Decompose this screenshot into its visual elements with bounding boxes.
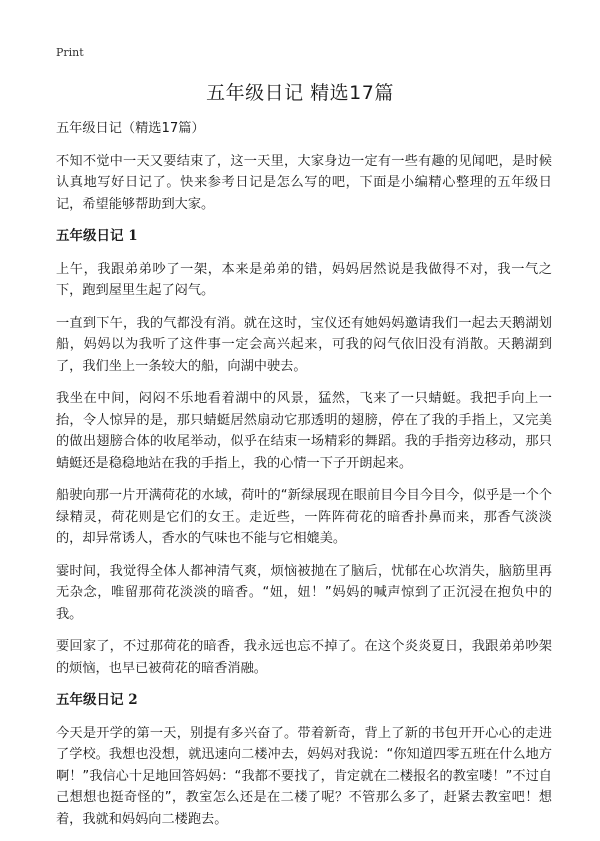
intro-paragraph: 不知不觉中一天又要结束了，这一天里，大家身边一定有一些有趣的见闻吧，是时候认真地写好日记了。快来参考日记是怎么写的吧，下面是小编精心整理的五年级日记，希望能够帮助到大家。 — [56, 153, 552, 212]
section-heading: 五年级日记 2 — [56, 692, 138, 708]
paragraph: 要回家了，不过那荷花的暗香，我永远也忘不掉了。在这个炎炎夏日，我跟弟弟吵架的烦恼，也早已被荷花的暗香消融。 — [56, 639, 552, 676]
section-1 — [56, 226, 552, 679]
paragraph: 船驶向那一片开满荷花的水域，荷叶的“新绿展现在眼前目今目今目今，似乎是一个个绿精灵，荷花则是它们的女王。走近些，一阵阵荷花的暗香扑鼻而来，那香气淡淡的，却异常诱人，香水的气味也不能与它相媲美。 — [56, 488, 552, 546]
section-heading: 五年级日记 1 — [56, 228, 138, 244]
paragraph: 今天是开学的第一天，别提有多兴奋了。带着新奇，背上了新的书包开开心心的走进了学校。我想也没想，就迅速向二楼冲去，妈妈对我说：“你知道四零五班在什么地方啊！”我信心十足地回答妈妈：“我都不要找了，肯定就在二楼报名的教室喽！”不过自己想想也挺奇怪的”，教室怎么还是在二楼了呢？不管那么多了，赶紧去教室吧！想着，我就和妈妈向二楼跑去。 — [56, 725, 552, 827]
section-2 — [56, 690, 552, 830]
paragraph: 上午，我跟弟弟吵了一架，本来是弟弟的错，妈妈居然说是我做得不对，我一气之下，跑到屋里生起了闷气。 — [56, 261, 552, 298]
paragraph: 一直到下午，我的气都没有消。就在这时，宝仪还有她妈妈邀请我们一起去天鹅湖划船，妈妈以为我听了这件事一定会高兴起来，可我的闷气依旧没有消散。天鹅湖到了，我们坐上一条较大的船，向湖中驶去。 — [56, 315, 552, 374]
paragraph: 我坐在中间，闷闷不乐地看着湖中的风景，猛然，飞来了一只蜻蜓。我把手向上一抬，令人惊异的是，那只蜻蜓居然扇动它那透明的翅膀，停在了我的手指上，又完美的做出翅膀合体的收尾举动，似乎在结束一场精彩的舞蹈。我的手指旁边移动，那只蜻蜓还是稳稳地站在我的手指上，我的心情一下子开朗起来。 — [56, 391, 552, 471]
article-subtitle: 五年级日记（精选17篇） — [56, 121, 205, 136]
article-body — [56, 118, 552, 841]
paragraph: 霎时间，我觉得全体人都神清气爽，烦恼被抛在了脑后，忧郁在心坎消失，脑筋里再无杂念，唯留那荷花淡淡的暗香。“妞，妞！”妈妈的喊声惊到了正沉浸在抱负中的我。 — [56, 563, 552, 622]
print-link[interactable]: Print — [56, 46, 84, 59]
page-title: 五年级日记 精选17篇 — [206, 82, 394, 104]
